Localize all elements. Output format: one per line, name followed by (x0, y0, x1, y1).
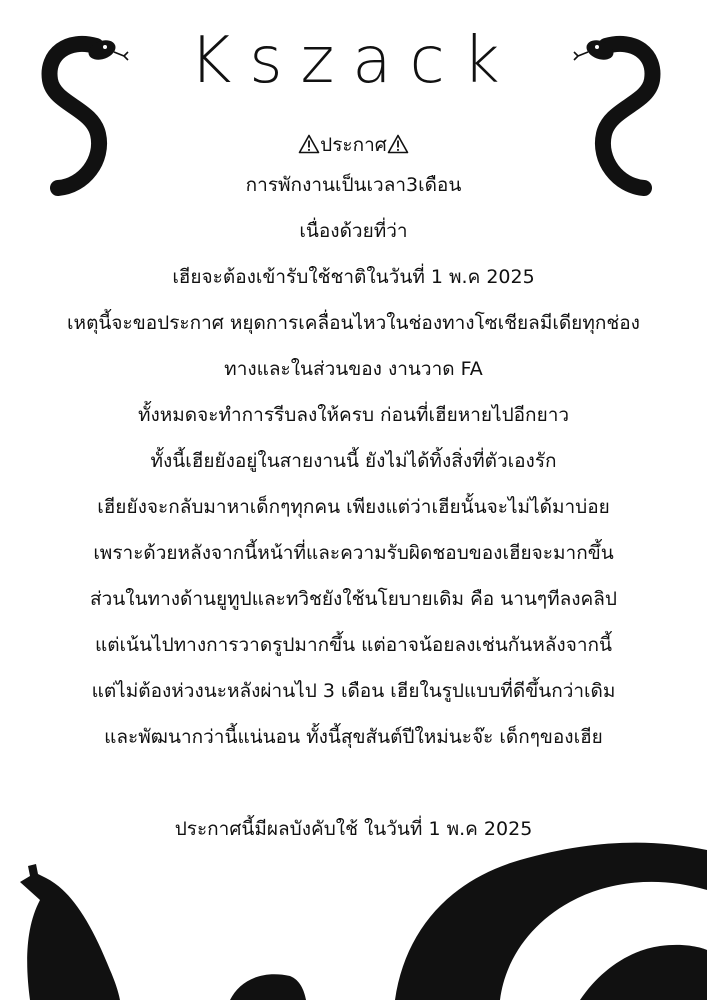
announcement-line: เหตุนี้จะขอประกาศ หยุดการเคลื่อนไหวในช่องทางโซเชียลมีเดียทุกช่อง (67, 312, 640, 334)
announcement-line: ทางและในส่วนของ งานวาด FA (224, 358, 483, 380)
announcement-line: และพัฒนากว่านี้แน่นอน ทั้งนี้สุขสันต์ปีใหม่นะจ๊ะ เด็กๆของเฮีย (104, 726, 603, 748)
warning-triangle-icon (387, 134, 409, 154)
announcement-line: เฮียยังจะกลับมาหาเด็กๆทุกคน เพียงแต่ว่าเฮียนั้นจะไม่ได้มาบ่อย (97, 496, 610, 518)
page-title: Kszack (189, 24, 518, 98)
announcement-heading (0, 128, 707, 162)
announcement-line: เฮียจะต้องเข้ารับใช้ชาติในวันที่ 1 พ.ค 2025 (172, 266, 535, 288)
announcement-line: การพักงานเป็นเวลา3เดือน (245, 174, 462, 196)
warning-triangle-icon (298, 134, 320, 154)
announcement-line: แต่ไม่ต้องห่วงนะหลังผ่านไป 3 เดือน เฮียในรูปแบบที่ดีขึ้นกว่าเดิม (91, 680, 616, 702)
announcement-line: ทั้งหมดจะทำการรีบลงให้ครบ ก่อนที่เฮียหายไปอีกยาว (137, 404, 570, 426)
announcement-line: ส่วนในทางด้านยูทูปและทวิชยังใช้นโยบายเดิม คือ นานๆทีลงคลิป (90, 588, 617, 610)
announcement-line: เนื่องด้วยที่ว่า (299, 220, 408, 242)
announcement-line: เพราะด้วยหลังจากนี้หน้าที่และความรับผิดชอบของเฮียจะมากขึ้น (93, 542, 614, 564)
announcement-footer: ประกาศนี้มีผลบังคับใช้ ในวันที่ 1 พ.ค 2025 (174, 818, 533, 840)
announcement-body (0, 128, 707, 852)
announcement-line: แต่เน้นไปทางการวาดรูปมากขึ้น แต่อาจน้อยลงเช่นกันหลังจากนี้ (94, 634, 613, 656)
heading-text: ประกาศ (320, 134, 387, 156)
announcement-line: ทั้งนี้เฮียยังอยู่ในสายงานนี้ ยังไม่ได้ทิ้งสิ่งที่ตัวเองรัก (150, 450, 557, 472)
spacer (0, 760, 707, 806)
